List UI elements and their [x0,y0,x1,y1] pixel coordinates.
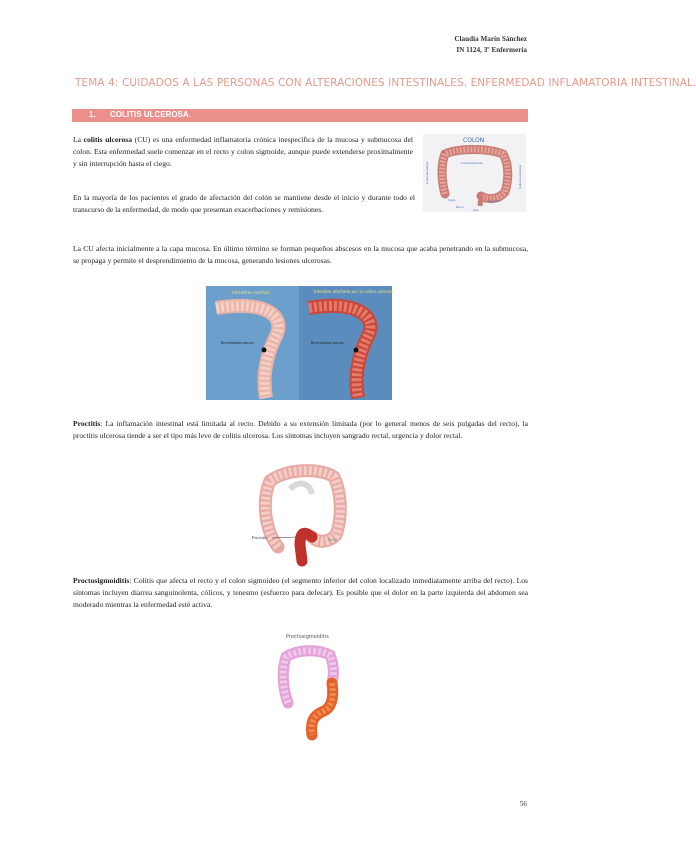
right-panel-title: Intestino afectado por la colitis ulcerosa [314,289,395,294]
paragraph-proctitis [73,418,528,442]
colon-anatomy-image [423,134,526,212]
section-heading [72,109,528,122]
colon-figure-title: COLON [463,137,485,144]
normal-marker [262,348,267,353]
proctosigmoiditis-drawing [274,631,344,739]
paragraph-proctosigmoiditis [73,575,528,612]
term-colitis-ulcerosa: colitis ulcerosa [83,135,133,144]
right-mucosa-label: Revestimiento mucoso [311,341,344,345]
proctosigmoiditis-image [274,631,344,739]
left-mucosa-label: Revestimiento mucoso [221,341,254,345]
text-proctosigmoiditis: : Colitis que afecta el recto y el colon sigmoideo (el segmento inferior del colon localizado inmediatamente arriba del recto). Los síntomas incluyen diarrea sanguinolenta, cólicos, y tenesmo (esfuerzo para defecar). Es posible que el dolor en la parte izquierda del abdomen sea moderado mientras la enfermedad esté activa. [73,576,528,610]
proctosigmoiditis-label: Proctosigmoiditis [286,634,329,640]
text-rest: (CU) es una enfermedad inflamatoria crónica inespecífica de la mucosa y submucosa del colon. Esta enfermedad suele comenzar en el recto y colon sigmoide, aunque puede extenderse proximalmente y sin interrupción hasta el ciego. [73,135,413,169]
term-proctitis: Proctitis [73,419,101,428]
label-colon-descendente: Colon descendente [518,164,522,189]
label-recto: Recto [456,205,464,209]
label-colon-ascendente: Colon ascendente [425,161,429,184]
left-panel-title: Intestino normal [232,291,269,296]
section-title: COLITIS ULCEROSA. [110,110,191,119]
text-proctitis: : La inflamación intestinal está limitada al recto. Debido a su extensión limitada (por lo general menos de seis pulgadas del recto), la proctitis ulcerosa tiende a ser el tipo más leve de colitis ulcerosa. Los síntomas incluyen sangrado rectal, urgencia y dolor rectal. [73,419,528,441]
recto-label: Recto [328,537,338,542]
proctitis-image [250,459,352,565]
colon-anatomy-drawing [423,134,526,212]
inflamed-rectum [300,533,312,561]
label-colon-transverso: Colon transverso [461,161,483,165]
paragraph-definition [73,134,413,171]
affected-marker [354,348,359,353]
author-name: Claudia Marín Sánchez [454,35,527,43]
course-name: IN 1124, 3º Enfermería [456,46,527,54]
label-sigmoides: Sigmoides [487,199,501,203]
paragraph-mucosa: La CU afecta inicialmente a la capa mucosa. En último término se forman pequeños abscesos en la mucosa que acaba penetrando en la submucosa, se propaga y permite el desprendimiento de la mucosa, generando lesiones ulcerosas. [73,244,528,266]
term-proctosigmoiditis: Proctosigmoiditis [73,576,130,585]
colon-shape [442,150,508,199]
page-number: 56 [519,800,527,808]
text-lead: La [73,135,84,144]
paragraph-course: En la mayoría de los pacientes el grado de afectación del colón se mantiene desde el inicio y durante todo el transcurso de la enfermedad, de modo que presentan exacerbaciones y remisiones. [73,193,415,215]
rectum-shape [480,196,481,206]
intestine-comparison-drawing [206,286,395,400]
section-number: 1. [89,110,96,119]
proctitis-drawing [250,459,352,565]
label-ano: Ano [473,208,479,212]
label-ciego: Ciego [448,198,456,202]
page-header [454,34,527,56]
chapter-title: TEMA 4: CUIDADOS A LAS PERSONAS CON ALTERACIONES INTESTINALES. ENFERMEDAD INFLAMATORIA INTESTINAL. [75,77,696,89]
small-intestine-hint [290,484,312,494]
procto-colon-healthy [283,651,333,703]
proctitis-label: Proctitis [252,535,268,540]
intestine-comparison-image [206,286,395,400]
